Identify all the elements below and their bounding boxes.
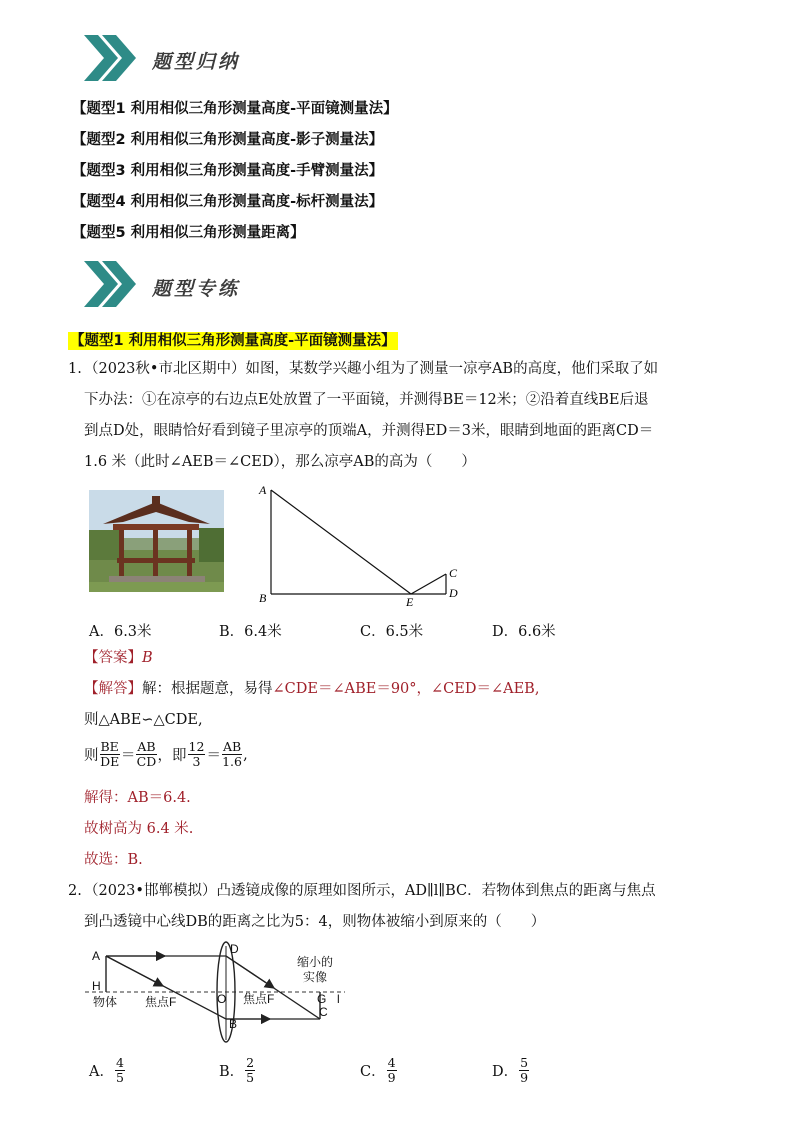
lens-label-D: D [230,942,239,956]
section-title-practice: 题型专练 [152,278,241,300]
lens-label-focus1: 焦点F [145,995,177,1009]
q1-geometry-figure [255,480,470,610]
equals: ＝ [120,748,136,764]
solution-text: 解：根据题意，易得 [142,681,273,697]
lens-label-H: H [92,979,101,993]
q1-number: 1. [68,361,82,377]
option-b[interactable]: B．6.4米 [219,624,282,640]
lens-label-image-2: 实像 [303,970,328,984]
label-C: C [449,566,458,580]
solution-text-red: ∠CDE＝∠ABE＝90°，∠CED＝∠AEB, [272,681,540,697]
fraction: $\frac{BE}{DE}$ [100,739,120,769]
label-B: B [259,591,267,605]
q1-text-line: 1.6 米（此时∠AEB＝∠CED），那么凉亭AB的高为（ ） [84,454,476,470]
fraction-suffix: , [243,746,248,763]
answer-line [84,643,153,674]
answer-label: 【答案】 [84,650,142,666]
q1-text-line: （2023秋•市北区期中）如图，某数学兴趣小组为了测量一凉亭AB的高度，他们采取了如 [84,361,659,377]
fraction: $\frac{12}{3}$ [188,739,205,769]
equals: ＝ [206,748,221,764]
q1-text-line: 下办法：①在凉亭的右边点E处放置了一平面镜，并测得BE＝12米；②沿着直线BE后退 [84,392,649,408]
lens-label-object: 物体 [93,995,118,1009]
lens-label-focus2: 焦点F [243,992,275,1006]
solution-line: 故树高为 6.4 米. [84,821,194,837]
solution-line: 则△ABE∽△CDE, [84,712,203,728]
q2-lens-figure [85,940,355,1048]
lens-label-image-1: 缩小的 [297,955,334,969]
section-title-summary: 题型归纳 [152,51,241,73]
solution-fraction-line [84,740,248,769]
option-a[interactable]: A．6.3米 [89,624,152,640]
option-c[interactable]: C．6.5米 [360,624,424,640]
fraction: $\frac{AB}{CD}$ [136,739,157,769]
q2-text-line: 到凸透镜中心线DB的距离之比为5：4，则物体被缩小到原来的（ ） [84,914,546,930]
label-E: E [406,595,414,609]
q1-text-line: 到点D处，眼睛恰好看到镜子里凉亭的顶端A，并测得ED＝3米，眼睛到地面的距离CD＝ [84,423,654,439]
lens-label-l: l [337,992,340,1006]
fraction: $\frac{AB}{1.6}$ [222,739,242,769]
topic-heading-text: 【题型1 利用相似三角形测量高度-平面镜测量法】 [70,333,396,349]
solution-line: 解得：AB＝6.4. [84,790,191,806]
q2-option-b[interactable]: B． $\frac{2}{5}$ [219,1055,255,1085]
lens-label-C: C [319,1005,328,1019]
q2-option-d[interactable]: D． $\frac{5}{9}$ [492,1055,529,1085]
fraction-mid: ，即 [157,748,187,764]
lens-label-A: A [92,949,101,963]
toc-item: 【题型1 利用相似三角形测量高度-平面镜测量法】 [72,101,398,117]
label-A: A [259,483,267,497]
q2-text-line: （2023•邯郸模拟）凸透镜成像的原理如图所示，AD∥l∥BC．若物体到焦点的距离与焦点 [84,883,656,899]
solution-line [84,674,539,705]
topic-heading [68,329,398,350]
solution-label: 【解答】 [84,681,142,697]
double-chevron-icon [82,259,138,309]
q2-option-a[interactable]: A． $\frac{4}{5}$ [89,1055,124,1085]
answer-value: B [142,650,153,666]
lens-label-G: G [317,992,327,1006]
toc-item: 【题型2 利用相似三角形测量高度-影子测量法】 [72,132,384,148]
lens-label-O: O [217,992,227,1006]
toc-item: 【题型3 利用相似三角形测量高度-手臂测量法】 [72,163,384,179]
option-d[interactable]: D．6.6米 [492,624,556,640]
double-chevron-icon [82,33,138,83]
pavilion-photo [89,490,224,592]
toc-item: 【题型5 利用相似三角形测量距离】 [72,225,305,241]
q2-number: 2. [68,883,82,899]
toc-item: 【题型4 利用相似三角形测量高度-标杆测量法】 [72,194,384,210]
label-D: D [449,586,458,600]
fraction-prefix: 则 [84,748,99,764]
solution-line: 故选：B. [84,852,143,868]
lens-label-B: B [229,1017,238,1031]
q2-option-c[interactable]: C． $\frac{4}{9}$ [360,1055,396,1085]
